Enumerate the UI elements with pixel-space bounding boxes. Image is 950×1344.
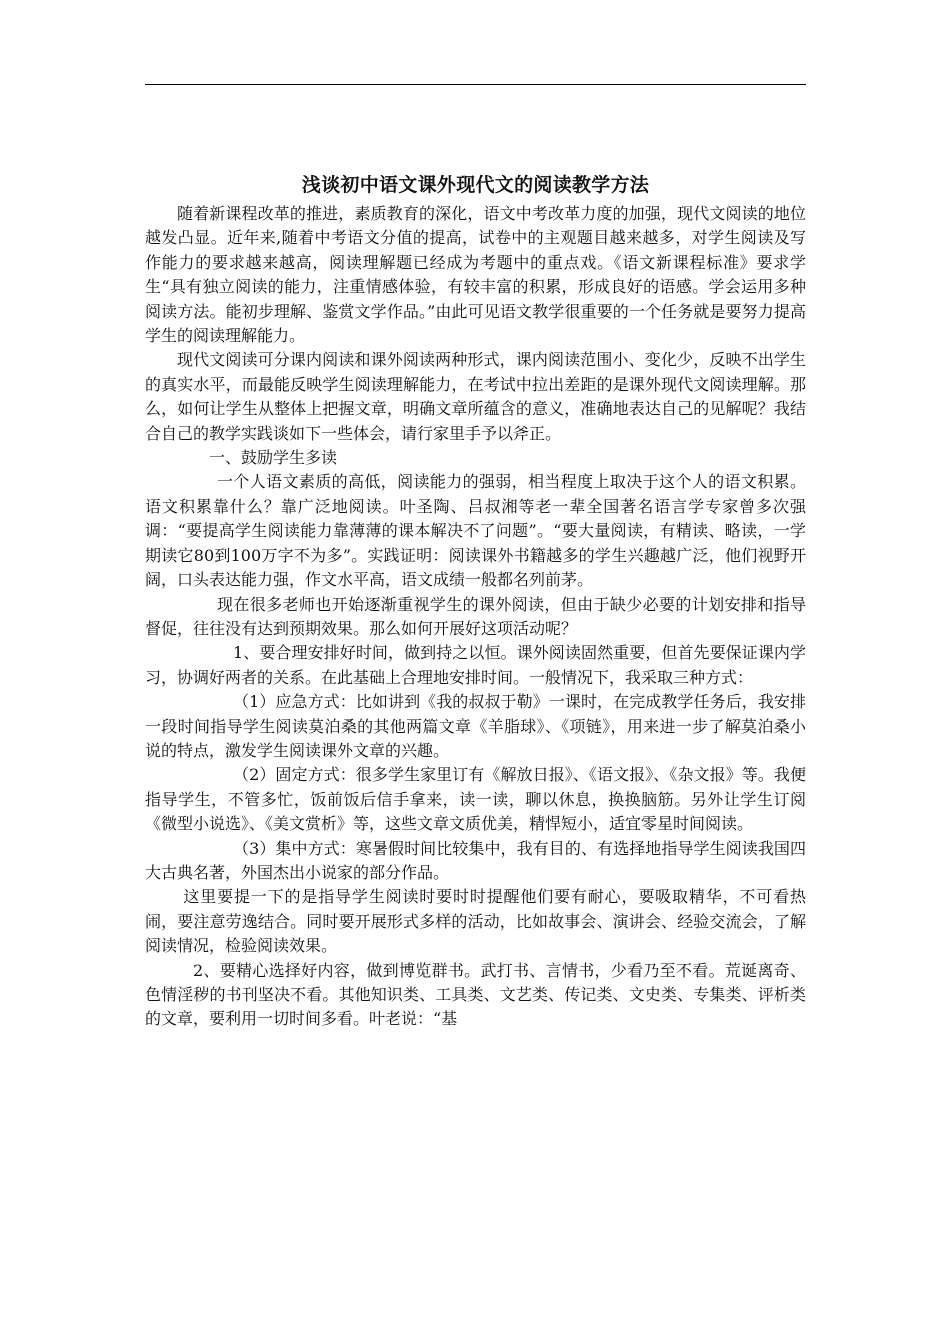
- paragraph-6: （1）应急方式：比如讲到《我的叔叔于勒》一课时，在完成教学任务后，我安排一段时间指导学生阅读莫泊桑的其他两篇文章《羊脂球》、《项链》，用来进一步了解莫泊桑小说的特点，激发学生阅读课外文章的兴趣。: [145, 692, 806, 760]
- header-rule: [145, 84, 806, 85]
- paragraph-9: 这里要提一下的是指导学生阅读时要时时提醒他们要有耐心，要吸取精华，不可看热闹，要注意劳逸结合。同时要开展形式多样的活动，比如故事会、演讲会、经验交流会，了解阅读情况，检验阅读效果。: [145, 887, 806, 956]
- paragraph-3: 一个人语文素质的高低，阅读能力的强弱，相当程度上取决于这个人的语文积累。语文积累靠什么？靠广泛地阅读。叶圣陶、吕叔湘等老一辈全国著名语言学专家曾多次强调：“要提高学生阅读能力靠薄薄的课本解决不了问题”。“要大量阅读，有精读、略读，一学期读它80到100万字不为多”。实践证明：阅读课外书籍越多的学生兴趣越广泛，他们视野开阔，口头表达能力强，作文水平高，语文成绩一般都名列前茅。: [145, 472, 806, 590]
- paragraph-5: 1、要合理安排好时间，做到持之以恒。课外阅读固然重要，但首先要保证课内学习，协调好两者的关系。在此基础上合理地安排时间。一般情况下，我采取三种方式：: [145, 643, 806, 687]
- paragraph-4: 现在很多老师也开始逐渐重视学生的课外阅读，但由于缺少必要的计划安排和指导督促，往往没有达到预期效果。那么如何开展好这项活动呢？: [145, 594, 806, 638]
- section-heading-1: 一、鼓励学生多读: [209, 448, 338, 468]
- document-body: [145, 170, 806, 1032]
- document-title: 浅谈初中语文课外现代文的阅读教学方法: [301, 174, 650, 196]
- paragraph-8: （3）集中方式：寒暑假时间比较集中，我有目的、有选择地指导学生阅读我国四大古典名著，外国杰出小说家的部分作品。: [145, 838, 806, 882]
- paragraph-10: 2、要精心选择好内容，做到博览群书。武打书、言情书，少看乃至不看。荒诞离奇、色情淫秽的书刊坚决不看。其他知识类、工具类、文艺类、传记类、文史类、专集类、评析类的文章，要利用一切时间多看。叶老说：“基: [145, 960, 806, 1029]
- paragraph-2: 现代文阅读可分课内阅读和课外阅读两种形式，课内阅读范围小、变化少，反映不出学生的真实水平，而最能反映学生阅读理解能力，在考试中拉出差距的是课外现代文阅读理解。那么，如何让学生从整体上把握文章，明确文章所蕴含的意义，准确地表达自己的见解呢？我结合自己的教学实践谈如下一些体会，请行家里手予以斧正。: [145, 350, 806, 443]
- paragraph-7: （2）固定方式：很多学生家里订有《解放日报》、《语文报》、《杂文报》等。我便指导学生，不管多忙，饭前饭后信手拿来，读一读，聊以休息，换换脑筋。另外让学生订阅《微型小说选》、《美文赏析》等，这些文章文质优美，精悍短小，适宜零星时间阅读。: [145, 765, 806, 834]
- paragraph-1: 随着新课程改革的推进，素质教育的深化，语文中考改革力度的加强，现代文阅读的地位越发凸显。近年来,随着中考语文分值的提高，试卷中的主观题目越来越多，对学生阅读及写作能力的要求越来越高，阅读理解题已经成为考题中的重点戏。《语文新课程标准》要求学生“具有独立阅读的能力，注重情感体验，有较丰富的积累，形成良好的语感。学会运用多种阅读方法。能初步理解、鉴赏文学作品。”由此可见语文教学很重要的一个任务就是要努力提高学生的阅读理解能力。: [145, 204, 806, 346]
